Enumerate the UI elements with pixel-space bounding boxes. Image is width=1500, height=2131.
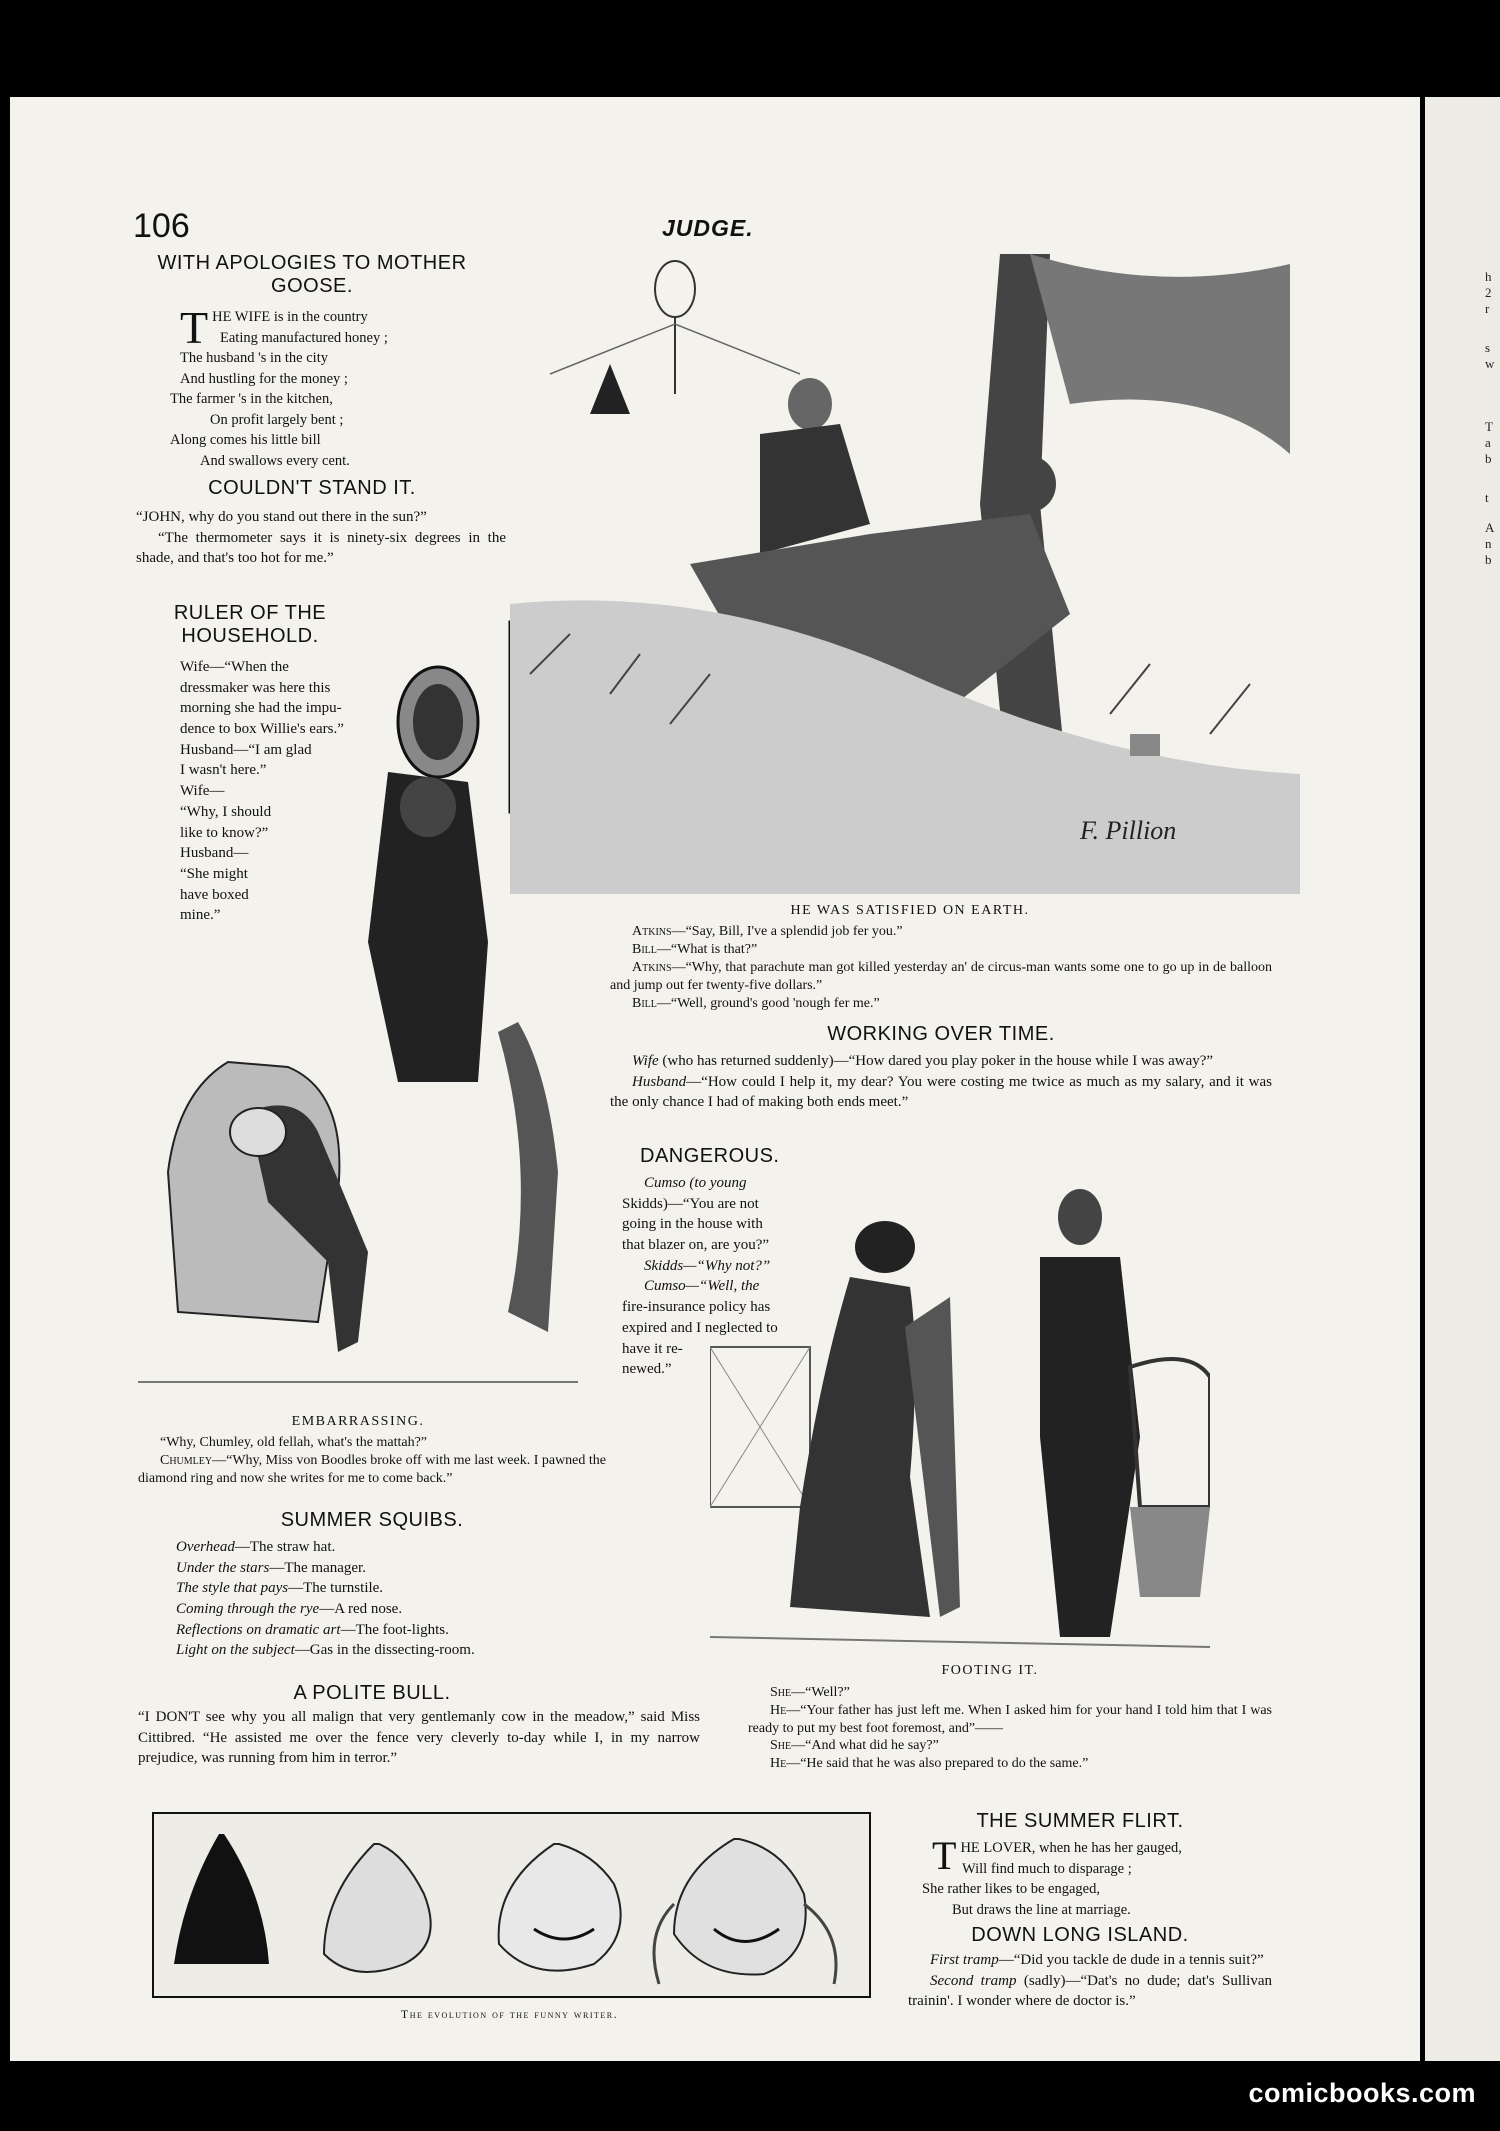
- squib-item: [176, 1537, 606, 1558]
- dialogue-line: —“Well?”: [791, 1685, 850, 1700]
- speaker-name: He: [770, 1702, 787, 1718]
- ruler-line: mine.”: [180, 907, 221, 924]
- page-number: 106: [133, 207, 190, 245]
- flirt-title: THE SUMMER FLIRT.: [976, 1810, 1184, 1832]
- poem-line: And swallows every cent.: [200, 453, 350, 470]
- stand-text: [136, 507, 506, 569]
- squib-def: —Gas in the dissecting-room.: [294, 1642, 475, 1659]
- squib-term: Reflections on dramatic art: [176, 1621, 341, 1638]
- speaker-name: Atkins: [632, 959, 672, 975]
- poem-line: The husband 's in the city: [180, 350, 328, 367]
- overtime-paragraph: (who has returned suddenly)—“How dared you play poker in the house while I was away?”: [658, 1053, 1214, 1069]
- stand-paragraph: “The thermometer says it is ninety-six degrees in the shade, and that's too hot for me.”: [136, 529, 506, 567]
- ruler-line: Husband—“I am glad: [180, 741, 312, 758]
- dangerous-line: that blazer on, are you?”: [622, 1237, 770, 1254]
- squib-term: Coming through the rye: [176, 1601, 320, 1618]
- overtime-text: [610, 1051, 1272, 1113]
- evolution-caption: The evolution of the funny writer.: [400, 2007, 619, 2021]
- island-paragraph: —“Did you tackle de dude in a tennis suit?”: [998, 1952, 1264, 1968]
- flirt-poem: [922, 1833, 1272, 1920]
- masthead: JUDGE.: [662, 215, 754, 241]
- poem-line: Along comes his little bill: [170, 432, 321, 449]
- ruler-line: dence to box Willie's ears.”: [180, 721, 344, 738]
- speaker-name: Bill: [632, 995, 657, 1011]
- island-paragraph: (sadly)—“Dat's no dude; dat's Sullivan trainin'. I wonder where de doctor is.”: [908, 1972, 1273, 2010]
- island-title: DOWN LONG ISLAND.: [971, 1924, 1189, 1946]
- poem-line: But draws the line at marriage.: [952, 1901, 1131, 1918]
- squibs-title: SUMMER SQUIBS.: [280, 1509, 464, 1531]
- goose-dropcap: T: [180, 302, 209, 353]
- bull-title: A POLITE BULL.: [293, 1682, 451, 1704]
- watermark: comicbooks.com: [1248, 2078, 1476, 2108]
- squib-def: —The manager.: [269, 1559, 366, 1576]
- overtime-paragraph: —“How could I help it, my dear? You were costing me twice as much as my salary, and it was the only chance I had of making both ends meet.”: [610, 1073, 1272, 1111]
- dangerous-line: expired and I neglected to: [622, 1319, 778, 1336]
- dangerous-line: Cumso—“Well, the: [644, 1278, 760, 1295]
- dangerous-line: Skidds)—“You are not: [622, 1195, 759, 1212]
- dangerous-line: Skidds—“Why not?”: [644, 1257, 771, 1274]
- satisfied-text: [610, 923, 1272, 1013]
- speaker-name: She: [770, 1738, 792, 1754]
- embarrassing-caption: EMBARRASSING.: [291, 1414, 425, 1429]
- next-page-edge: h 2 r s w T a b t A n b: [1425, 97, 1500, 2061]
- speaker-name: First tramp: [930, 1952, 999, 1968]
- flirt-dropcap: T: [932, 1833, 957, 1878]
- squib-item: [176, 1599, 606, 1620]
- squib-def: —The foot-lights.: [340, 1621, 449, 1638]
- ruler-line: like to know?”: [180, 824, 269, 841]
- goose-poem: [170, 302, 480, 472]
- squib-def: —A red nose.: [319, 1601, 403, 1618]
- dangerous-line: fire-insurance policy has: [622, 1299, 771, 1316]
- overtime-title: WORKING OVER TIME.: [827, 1023, 1055, 1045]
- speaker-name: He: [770, 1756, 787, 1772]
- poem-line: On profit largely bent ;: [210, 411, 344, 428]
- footing-text: [748, 1684, 1272, 1773]
- speaker-name: Second tramp: [930, 1972, 1017, 1989]
- squib-term: The style that pays: [176, 1580, 289, 1597]
- ruler-line: I wasn't here.”: [180, 762, 267, 779]
- satisfied-caption: HE WAS SATISFIED ON EARTH.: [790, 903, 1030, 918]
- dialogue-line: —“What is that?”: [656, 941, 758, 957]
- speaker-name: Chumley: [160, 1453, 213, 1469]
- dangerous-line: have it re-: [622, 1340, 683, 1357]
- squib-term: Under the stars: [176, 1559, 270, 1576]
- footing-caption: FOOTING IT.: [941, 1663, 1039, 1678]
- island-text: [908, 1950, 1272, 2012]
- speaker-name: She: [770, 1685, 792, 1700]
- poem-line: Eating manufactured honey ;: [220, 329, 388, 346]
- embarrassing-line: “Why, Chumley, old fellah, what's the mattah?”: [160, 1435, 428, 1450]
- squib-term: Overhead: [176, 1539, 235, 1555]
- ruler-line: Husband—: [180, 845, 249, 862]
- squib-item: [176, 1640, 606, 1661]
- squib-item: [176, 1578, 606, 1599]
- squib-def: —The straw hat.: [234, 1539, 336, 1555]
- embarrassing-text: [138, 1434, 606, 1489]
- dialogue-line: —“Say, Bill, I've a splendid job fer you.”: [671, 924, 903, 939]
- stand-paragraph: “JOHN, why do you stand out there in the sun?”: [136, 509, 427, 525]
- speaker-name: Husband: [632, 1073, 687, 1090]
- artist-signature: F. Pillion: [1080, 816, 1177, 845]
- dangerous-line: going in the house with: [622, 1216, 763, 1233]
- speaker-name: Atkins: [632, 924, 672, 939]
- dialogue-line: —“Why, that parachute man got killed yesterday an' de circus-man wants some one to go up in de balloon and jump out fer twenty-five dollars.”: [610, 959, 1272, 993]
- poem-line: And hustling for the money ;: [180, 370, 348, 387]
- poem-line: Will find much to disparage ;: [962, 1860, 1132, 1877]
- dialogue-line: —“Well, ground's good 'nough fer me.”: [656, 995, 880, 1011]
- dangerous-line: newed.”: [622, 1361, 672, 1378]
- speaker-name: Wife: [632, 1053, 659, 1069]
- dangerous-line: Cumso (to young: [644, 1175, 747, 1191]
- poem-line: The farmer 's in the kitchen,: [170, 391, 333, 408]
- ruler-line: Wife—“When the: [180, 659, 289, 675]
- satisfied-illustration: [510, 254, 1300, 894]
- dialogue-line: —“He said that he was also prepared to do the same.”: [786, 1756, 1089, 1772]
- stand-title: COULDN'T STAND IT.: [208, 477, 416, 499]
- poem-line: HE LOVER, when he has her gauged,: [960, 1840, 1182, 1856]
- ruler-line: “She might: [180, 865, 248, 882]
- evolution-strip: [152, 1812, 871, 1998]
- bull-text: “I DON'T see why you all malign that very gentlemanly cow in the meadow,” said Miss Cittibred. “He assisted me over the fence very cleverly to-day while I, in my narrow prejudice, was running from him in terror.”: [138, 1709, 700, 1767]
- ruler-line: “Why, I should: [180, 803, 272, 820]
- speaker-name: Bill: [632, 941, 657, 957]
- squib-item: [176, 1620, 606, 1641]
- ruler-line: have boxed: [180, 886, 249, 903]
- footing-illustration: [710, 1177, 1210, 1657]
- squib-term: Light on the subject: [176, 1642, 295, 1659]
- dangerous-title: DANGEROUS.: [640, 1145, 780, 1167]
- ruler-line: Wife—: [180, 783, 225, 800]
- squibs-list: [176, 1537, 606, 1661]
- poem-line: She rather likes to be engaged,: [922, 1881, 1100, 1898]
- magazine-page: [10, 97, 1420, 2061]
- ruler-line: dressmaker was here this: [180, 679, 331, 696]
- squib-item: [176, 1558, 606, 1579]
- dialogue-line: —“Your father has just left me. When I asked him for your hand I told him that I was ready to put my best foot foremost, and”——: [748, 1702, 1272, 1736]
- ruler-title: RULER OF THE HOUSEHOLD.: [173, 602, 327, 647]
- ruler-line: morning she had the impu-: [180, 700, 342, 717]
- embarrassing-line: —“Why, Miss von Boodles broke off with me last week. I pawned the diamond ring and now she writes for me to come back.”: [138, 1453, 606, 1487]
- goose-title: WITH APOLOGIES TO MOTHER GOOSE.: [157, 252, 467, 297]
- poem-line: HE WIFE is in the country: [212, 309, 368, 325]
- squib-def: —The turnstile.: [288, 1580, 384, 1597]
- dialogue-line: —“And what did he say?”: [791, 1738, 939, 1754]
